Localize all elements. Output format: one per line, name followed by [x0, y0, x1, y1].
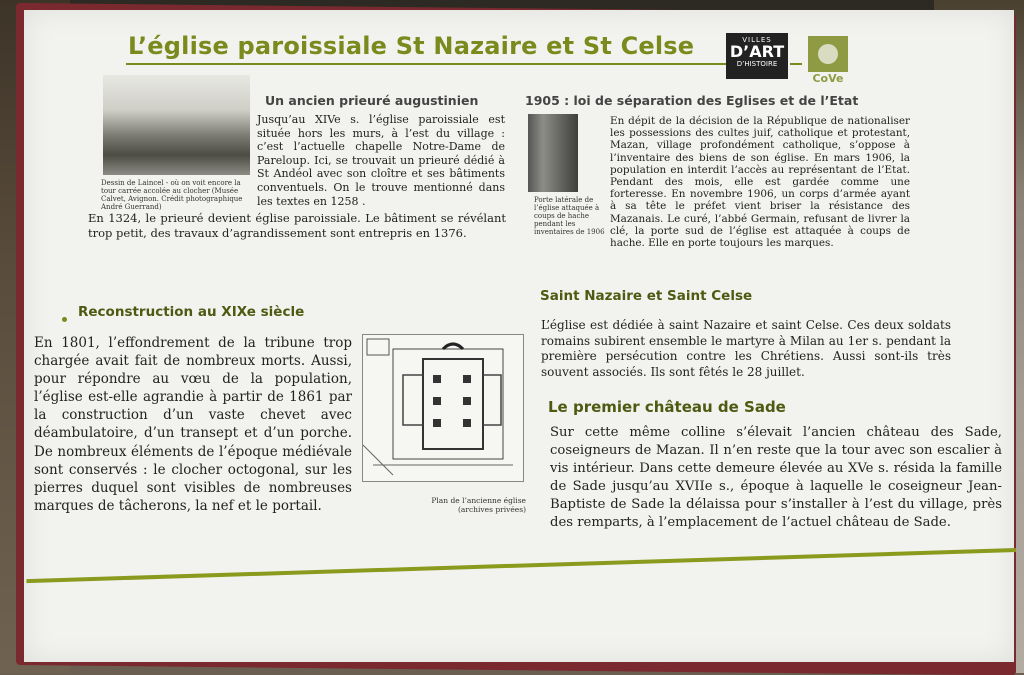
section-1905-text: En dépit de la décision de la République de nationaliser les possessions des cultes juif, catholique et protestant, Mazan, village profondément catholique, s’oppose à l’inventaire des biens de son église. En mars 1906, la population en interdit l’accès au représentant de l’Etat. Pendant des mois, elle est gardée comme une forteresse. En novembre 1906, un corps d’armée ayant à sa tête le préfet vient briser la résistance des Mazanais. Le curé, l’abbé Germain, refusant de livrer la clé, la porte sud de l’église est attaquée à coups de hache. Elle en porte toujours les marques. — [610, 115, 910, 250]
section-priory-text-2: En 1324, le prieuré devient église paroissiale. Le bâtiment se révélant trop petit, des travaux d’agrandissement sont entrepris en 1376. — [88, 211, 506, 240]
section-priory-text: Jusqu’au XIVe s. l’église paroissiale est située hors les murs, à l’est du village : c’est l’actuelle chapelle Notre-Dame de Pareloup. Ici, se trouvait un prieuré dédié à St Andéol avec son cloître et ses bâtiments conventuels. On le trouve mentionné dans les textes en 1258 . — [257, 113, 505, 208]
cove-emblem-icon — [808, 36, 848, 72]
logo-line-2: D’ART — [729, 42, 785, 61]
village-drawing-caption: Dessin de Laincel - où on voit encore la tour carrée accolée au clocher (Musée Calvet, Avignon. Crédit photographique André Guerrand) — [101, 179, 243, 211]
church-plan-caption: Plan de l’ancienne église (archives privées) — [431, 496, 526, 514]
section-saints-heading: Saint Nazaire et Saint Celse — [540, 288, 753, 304]
church-plan-image — [362, 334, 524, 482]
cove-logo — [800, 36, 856, 86]
panel-title: L’église paroissiale St Nazaire et St Celse — [128, 32, 695, 60]
section-sade-heading: Le premier château de Sade — [548, 398, 786, 416]
bullet-icon — [62, 317, 67, 322]
section-reconstruction-text: En 1801, l’effondrement de la tribune trop chargée avait fait de nombreux morts. Aussi, pour répondre au vœu de la population, l’église est-elle agrandie à partir de 1861 par la construction d’un vaste chevet avec déambulatoire, d’un transept et d’un porche. De nombreux éléments de l’époque médiévale sont conservés : le clocher octogonal, sur les pierres duquel sont visibles de nombreuses marques de tâcherons, la nef et le portail. — [34, 335, 352, 514]
section-reconstruction-heading: Reconstruction au XIXe siècle — [78, 304, 305, 320]
church-door-caption: Porte latérale de l’église attaquée à coups de hache pendant les inventaires de 1906 — [534, 196, 605, 236]
section-sade-text: Sur cette même colline s’élevait l’ancien château des Sade, coseigneurs de Mazan. Il n’en reste que la tour avec son escalier à vis intérieur. Dans cette demeure élevée au XVe s. résida la famille de Sade jusqu’au XVIIe s., époque à laquelle le coseigneur Jean-Baptiste de Sade la délaissa pour s’installer à l’est du village, près des remparts, à l’emplacement de l’actuel château de Sade. — [550, 425, 1002, 530]
church-plan-drawing — [363, 335, 523, 481]
church-door-image — [528, 114, 578, 192]
cove-logo-text: CoVe — [812, 72, 844, 85]
village-drawing-image — [103, 75, 250, 175]
section-saints-text: L’église est dédiée à saint Nazaire et saint Celse. Ces deux soldats romains subirent ensemble le martyre à Milan au 1er s. pendant la première persécution contre les Chrétiens. Aussi sont-ils très souvent associés. Ils sont fêtés le 28 juillet. — [541, 318, 951, 379]
villes-art-histoire-logo — [726, 33, 788, 79]
logo-line-1: VILLES — [742, 36, 772, 44]
logo-line-3: D’HISTOIRE — [736, 60, 778, 68]
section-1905-heading: 1905 : loi de séparation des Eglises et de l’Etat — [525, 93, 859, 108]
title-underline — [126, 63, 726, 65]
section-priory-heading: Un ancien prieuré augustinien — [265, 93, 479, 108]
